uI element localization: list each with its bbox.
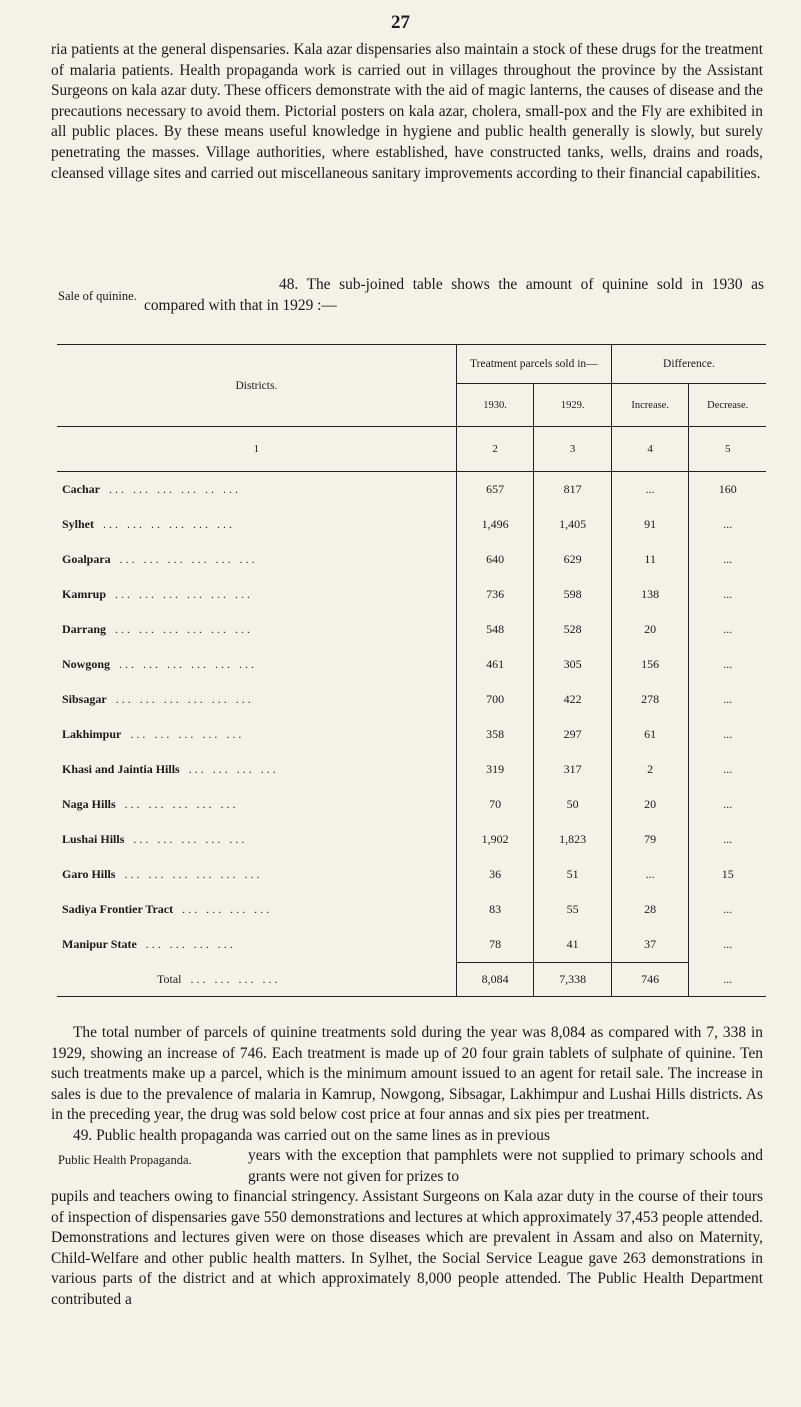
leader-dots: ... ... ... ... (182, 902, 273, 916)
value-decrease: 160 (718, 482, 737, 496)
value-1929: 51 (534, 857, 612, 892)
value-decrease: ... (723, 657, 733, 671)
leader-dots: ... ... ... ... ... ... (124, 867, 263, 881)
district-label: Kamrup (62, 587, 107, 601)
value-increase: 79 (611, 822, 689, 857)
table-row (57, 612, 766, 647)
value-increase: 2 (611, 752, 689, 787)
table-row (57, 927, 766, 963)
leader-dots: ... ... ... ... .. ... (109, 482, 241, 496)
value-1929: 629 (534, 542, 612, 577)
district-label: Sadiya Frontier Tract (62, 902, 174, 916)
value-1929: 317 (534, 752, 612, 787)
value-1930: 548 (456, 612, 534, 647)
district-label: Manipur State (62, 937, 137, 952)
leader-dots: ... ... ... ... ... ... (115, 692, 254, 706)
value-increase: 11 (611, 542, 689, 577)
value-decrease: 15 (721, 867, 734, 881)
header-decrease: Decrease. (707, 399, 749, 411)
leader-dots: ... ... .. ... ... ... (103, 517, 236, 531)
paragraph-48: 48. The sub-joined table shows the amount of quinine sold in 1930 as compared with that in 1929 :— (144, 276, 764, 314)
table-row (57, 822, 766, 857)
leader-dots: ... ... ... ... ... ... (119, 552, 258, 566)
district-label: Darrang (62, 622, 106, 636)
header-treatment-parcels: Treatment parcels sold in— (456, 345, 611, 384)
value-decrease: ... (723, 937, 733, 952)
table-row (57, 857, 766, 892)
header-districts: Districts. (57, 345, 456, 427)
value-increase: 61 (611, 717, 689, 752)
table-row (57, 542, 766, 577)
district-name (57, 542, 456, 577)
value-increase: 28 (611, 892, 689, 927)
value-1930: 736 (456, 577, 534, 612)
value-decrease: ... (723, 622, 733, 636)
column-number: 4 (611, 427, 689, 472)
value-1930: 1,902 (456, 822, 534, 857)
district-label: Lakhimpur (62, 727, 122, 741)
district-name (57, 857, 456, 892)
district-label: Goalpara (62, 552, 111, 566)
total-decrease: ... (723, 971, 733, 986)
district-name (57, 892, 456, 927)
value-increase: 138 (611, 577, 689, 612)
header-increase: Increase. (611, 384, 689, 427)
header-difference: Difference. (611, 345, 766, 384)
district-label: Sylhet (62, 517, 95, 531)
paragraph-total-parcels: The total number of parcels of quinine treatments sold during the year was 8,084 as compared with 7, 338 in 1929, showing an increase of 746. Each treatment is made up of 20 four grain tablets of sulphate of quinine. Ten such treatments make up a parcel, which is the minimum amount issued to an agent for retail sale. The increase in sales is due to the prevalence of malaria in Kamrup, Nowgong, Sibsagar, Lakhimpur and Lushai Hills districts. As in the preceding year, the drug was sold below cost price at four annas and six pies per treatment. (51, 1024, 763, 1124)
district-label: Sibsagar (62, 692, 107, 706)
value-increase: ... (611, 857, 689, 892)
value-decrease: ... (723, 797, 733, 811)
district-name (57, 682, 456, 717)
value-1930: 319 (456, 752, 534, 787)
total-label-text: Total (157, 971, 182, 986)
header-1929: 1929. (534, 384, 612, 427)
value-1929: 305 (534, 647, 612, 682)
leader-dots: ... ... ... ... ... (133, 832, 248, 846)
value-1930: 657 (456, 472, 534, 508)
district-label: Cachar (62, 482, 100, 496)
district-label: Khasi and Jaintia Hills (62, 762, 180, 776)
district-label: Naga Hills (62, 797, 116, 811)
paragraph-kala-azar: ria patients at the general dispensaries. Kala azar dispensaries also maintain a stock of these drugs for the treatment of malaria patients. Health propaganda work is carried out in villages throughout the province by the Assistant Surgeons on kala azar duty. These officers demonstrate with the aid of magic lanterns, the causes of disease and the precautions necessary to avoid them. Pictorial posters on kala azar, cholera, small-pox and the Fly are exhibited in all public places. By these means useful knowledge in hygiene and public health generally is slowly, but surely penetrating the masses. Village authorities, where established, have constructed tanks, wells, drains and roads, cleansed village sites and carried out miscellaneous sanitary improvements according to their financial capabilities. (51, 41, 763, 182)
value-decrease: ... (723, 902, 733, 916)
value-1930: 83 (456, 892, 534, 927)
value-1930: 461 (456, 647, 534, 682)
value-1930: 358 (456, 717, 534, 752)
value-decrease: ... (723, 727, 733, 741)
value-1930: 78 (456, 927, 534, 963)
value-1929: 41 (534, 927, 612, 963)
value-1930: 700 (456, 682, 534, 717)
column-number: 1 (57, 427, 456, 472)
district-label: Nowgong (62, 657, 111, 671)
value-1929: 55 (534, 892, 612, 927)
value-1929: 422 (534, 682, 612, 717)
table-row (57, 787, 766, 822)
district-name (57, 472, 456, 508)
value-increase: 20 (611, 612, 689, 647)
leader-dots: ... ... ... ... (188, 762, 279, 776)
sidenote-public-health-propaganda: Public Health Propaganda. (58, 1153, 192, 1167)
value-decrease: ... (723, 517, 733, 531)
value-1930: 70 (456, 787, 534, 822)
table-row (57, 717, 766, 752)
value-decrease: ... (723, 762, 733, 776)
value-1930: 1,496 (456, 507, 534, 542)
value-increase: 20 (611, 787, 689, 822)
table-row (57, 472, 766, 508)
total-1930: 8,084 (456, 963, 534, 997)
value-1929: 1,823 (534, 822, 612, 857)
value-1929: 817 (534, 472, 612, 508)
table-row (57, 892, 766, 927)
value-increase: ... (611, 472, 689, 508)
value-1930: 640 (456, 542, 534, 577)
table-row (57, 647, 766, 682)
leader-dots: ... ... ... ... ... ... (115, 622, 253, 636)
column-number: 5 (724, 443, 731, 455)
column-number: 2 (456, 427, 534, 472)
value-1930: 36 (456, 857, 534, 892)
district-name (57, 647, 456, 682)
value-decrease: ... (723, 587, 733, 601)
district-label: Garo Hills (62, 867, 116, 881)
value-decrease: ... (723, 832, 733, 846)
leader-dots: ... ... ... ... ... (130, 727, 245, 741)
district-name (57, 787, 456, 822)
value-increase: 91 (611, 507, 689, 542)
district-name (57, 927, 456, 963)
table-row (57, 507, 766, 542)
column-number: 3 (534, 427, 612, 472)
value-1929: 528 (534, 612, 612, 647)
value-1929: 50 (534, 787, 612, 822)
value-increase: 156 (611, 647, 689, 682)
table-row (57, 682, 766, 717)
paragraph-49-line1: 49. Public health propaganda was carried out on the same lines as in previous (73, 1127, 550, 1144)
header-1930: 1930. (456, 384, 534, 427)
value-1929: 598 (534, 577, 612, 612)
district-name (57, 507, 456, 542)
value-decrease: ... (723, 552, 733, 566)
value-decrease: ... (723, 692, 733, 706)
district-name (57, 717, 456, 752)
leader-dots: ... ... ... ... ... ... (115, 587, 254, 601)
quinine-sales-table (57, 344, 766, 997)
district-name (57, 752, 456, 787)
leader-dots: ... ... ... ... (190, 971, 281, 986)
value-increase: 37 (611, 927, 689, 963)
leader-dots: ... ... ... ... ... ... (119, 657, 258, 671)
district-name (57, 612, 456, 647)
paragraph-49-line2: years with the exception that pamphlets were not supplied to primary schools and grants were not given for prizes to (248, 1147, 763, 1185)
sidenote-sale-of-quinine: Sale of quinine. (58, 289, 137, 303)
district-name (57, 577, 456, 612)
table-row (57, 752, 766, 787)
paragraph-49-body: pupils and teachers owing to financial stringency. Assistant Surgeons on Kala azar duty in the course of their tours of inspection of dispensaries gave 550 demonstrations and lectures at which approximately 37,453 people attended. Demonstrations and lectures given were on those diseases which are prevalent in Assam and also on Maternity, Child-Welfare and other public health matters. In Sylhet, the Social Service League gave 263 demonstrations in various parts of the district and at which approximately 8,000 people attended. The Public Health Department contributed a (51, 1188, 763, 1308)
value-1929: 1,405 (534, 507, 612, 542)
total-1929: 7,338 (534, 963, 612, 997)
district-label: Lushai Hills (62, 832, 125, 846)
page-number: 27 (391, 12, 410, 33)
value-increase: 278 (611, 682, 689, 717)
value-1929: 297 (534, 717, 612, 752)
leader-dots: ... ... ... ... ... (124, 797, 239, 811)
leader-dots: ... ... ... ... (145, 937, 236, 952)
total-label (57, 963, 456, 997)
table-row (57, 577, 766, 612)
total-increase: 746 (611, 963, 689, 997)
district-name (57, 822, 456, 857)
